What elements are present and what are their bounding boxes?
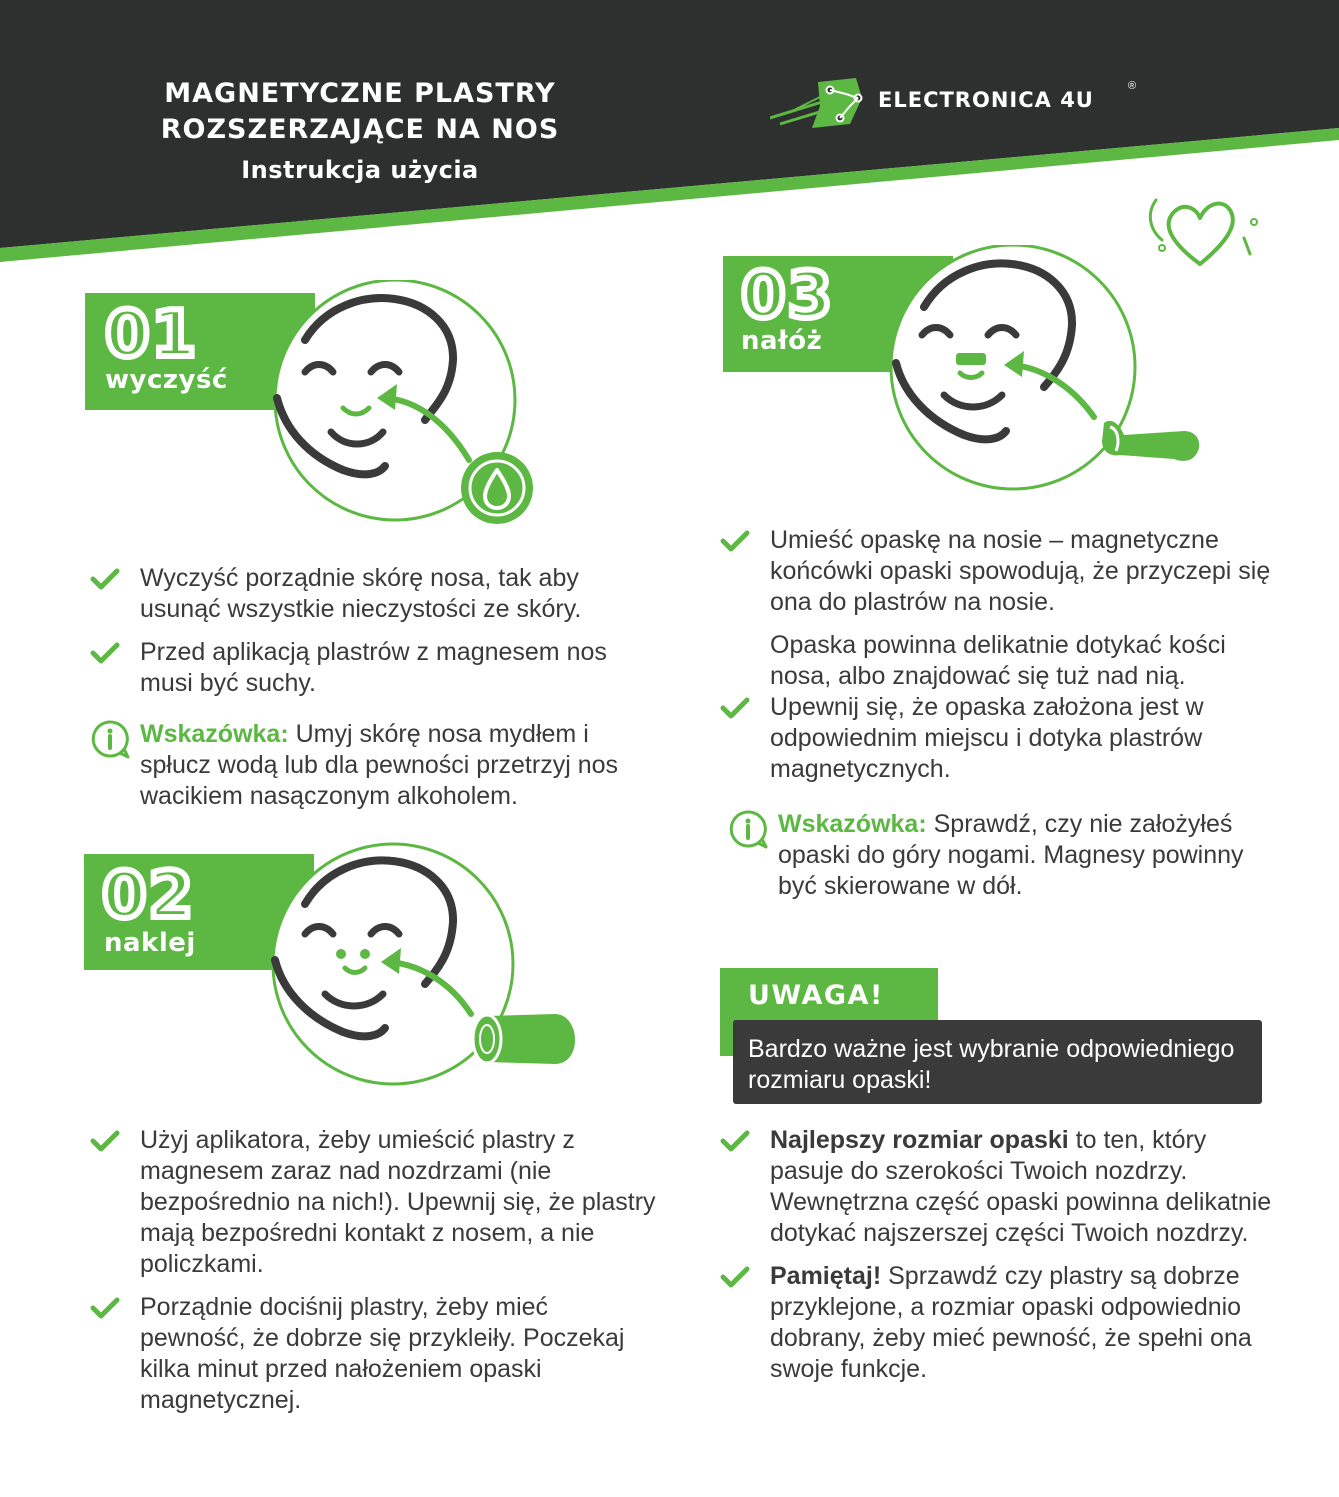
uwaga-item-2-text: Sprzawdź czy plastry są dobrze przyklejone, a rozmiar opaski odpowiednio dobrany, żeby mieć pewność, że spełni ona swoje funkcje. [770, 1262, 1252, 1383]
step1-face-illustration [265, 280, 545, 530]
check-icon [90, 567, 120, 591]
header-title-block [100, 76, 620, 184]
step1-number: 01 [105, 298, 199, 372]
logo-registered-mark: ® [1128, 80, 1137, 92]
logo-chip-icon [770, 72, 880, 132]
uwaga-item-2 [720, 1261, 1280, 1385]
step3-item-2: Opaska powinna delikatnie dotykać kości nosa, albo znajdować się tuż nad nią. Upewnij się, że opaska założona jest w odpowiednim miejscu i dotyka plastrów magnetycznych. [720, 630, 1280, 785]
step3-label: nałóż [741, 326, 823, 356]
uwaga-item-2-bold: Pamiętaj! [770, 1262, 882, 1290]
uwaga-item-1-text: to ten, który pasuje do szerokości Twoich nozdrzy. Wewnętrzna część opaski powinna delikatnie dotykać najszerszej części Twoich nozdrzy. [770, 1126, 1272, 1247]
step3-list [720, 525, 1280, 797]
uwaga-item-1 [720, 1125, 1280, 1249]
info-icon [90, 719, 130, 759]
step3-tip [728, 809, 1268, 902]
uwaga-item-1-bold: Najlepszy rozmiar opaski [770, 1126, 1069, 1154]
logo-text: ELECTRONICA 4U [878, 88, 1094, 112]
subtitle: Instrukcja użycia [241, 156, 479, 184]
step2-list [90, 1125, 660, 1428]
check-icon [720, 1265, 750, 1289]
step1-item-1: Wyczyść porządnie skórę nosa, tak aby usunąć wszystkie nieczystości ze skóry. [90, 563, 650, 625]
step3-number: 03 [741, 259, 835, 333]
step3-tip-title: Wskazówka: [778, 810, 927, 838]
title-line-2: ROZSZERZAJĄCE NA NOS [160, 114, 560, 145]
info-icon [728, 809, 768, 849]
step1-list [90, 563, 650, 711]
step3-face-illustration [888, 245, 1218, 495]
step1-tip-title: Wskazówka: [140, 720, 289, 748]
step3-item-1: Umieść opaskę na nosie – magnetyczne końcówki opaski spowodują, że przyczepi się ona do plastrów na nosie. [720, 525, 1280, 618]
step3-tip-text: Sprawdź, czy nie założyłeś opaski do góry nogami. Magnesy powinny być skierowane w dół. [778, 810, 1244, 900]
uwaga-label: UWAGA! [748, 980, 884, 1011]
step2-label: naklej [104, 928, 196, 958]
nose-band-icon [1102, 421, 1199, 461]
step1-tip-text: Umyj skórę nosa mydłem i spłucz wodą lub dla pewności przetrzyj nos wacikiem nasączonym alkoholem. [140, 720, 619, 810]
step2-number: 02 [102, 859, 196, 933]
step2-item-2: Porządnie dociśnij plastry, żeby mieć pewność, że dobrze się przykleiły. Poczekaj kilka minut przed nałożeniem opaski magnetycznej. [90, 1292, 660, 1416]
uwaga-message: Bardzo ważne jest wybranie odpowiedniego rozmiaru opaski! [733, 1020, 1262, 1104]
step2-face-illustration [265, 840, 585, 1090]
step1-label: wyczyść [105, 365, 228, 395]
title-line-1: MAGNETYCZNE PLASTRY [164, 78, 556, 109]
uwaga-list [720, 1125, 1280, 1397]
check-icon [720, 696, 750, 720]
check-icon [90, 1129, 120, 1153]
applicator-icon [473, 1014, 575, 1064]
step2-item-1: Użyj aplikatora, żeby umieścić plastry z magnesem zaraz nad nozdrzami (nie bezpośrednio na nich!). Upewnij się, że plastry mają bezpośredni kontakt z nosem, a nie policzkami. [90, 1125, 660, 1280]
check-icon [720, 1129, 750, 1153]
check-icon [90, 1296, 120, 1320]
brand-logo [770, 72, 1150, 132]
step1-item-2: Przed aplikacją plastrów z magnesem nos musi być suchy. [90, 637, 650, 699]
check-icon [720, 529, 750, 553]
step1-tip [90, 719, 650, 812]
check-icon [90, 641, 120, 665]
